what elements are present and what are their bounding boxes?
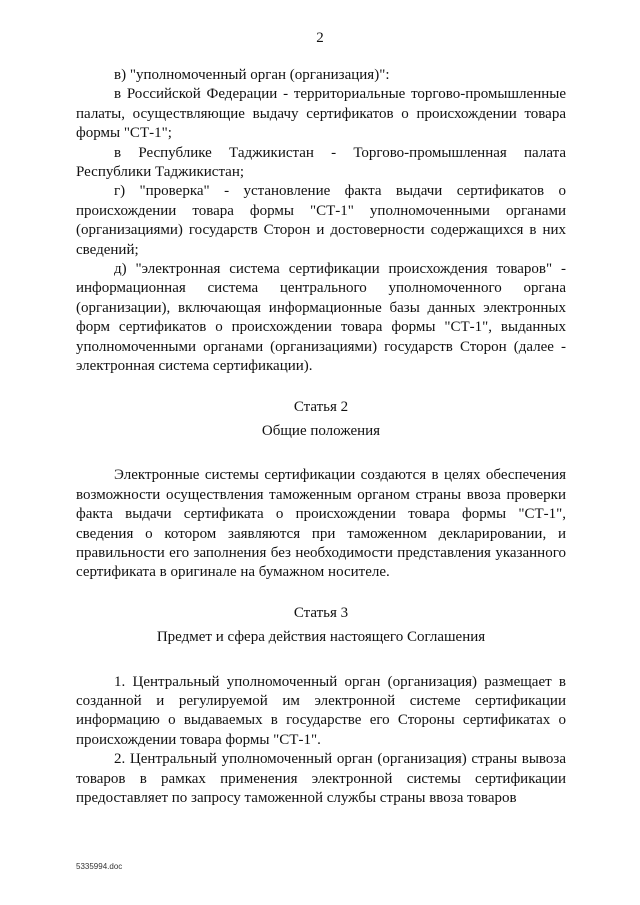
article-2-title: Общие положения — [261, 422, 381, 439]
article-3-paragraph-2: 2. Центральный уполномоченный орган (организация) страны вывоза товаров в рамках применения электронной системы сертификации предоставляет по запросу таможенной службы страны ввоза товаров — [76, 751, 566, 806]
definition-v-russia: в Российской Федерации - территориальные торгово-промышленные палаты, осуществляющие выдачу сертификатов о происхождении товара формы "СТ-1"; — [76, 86, 566, 142]
article-3-number: Статья 3 — [293, 604, 349, 621]
definition-d-electronic-system: д) "электронная система сертификации происхождения товаров" - информационная система центрального уполномоченного органа (организации), включающая информационные базы данных электронных форм сертификатов о происхождении товара формы "СТ-1", выданных уполномоченными органами (организациями) государств Сторон (далее - электронная система сертификации). — [76, 261, 566, 375]
article-3-paragraph-1: 1. Центральный уполномоченный орган (организация) размещает в созданной и регулируемой им электронной системе сертификации информацию о выдаваемых в государстве его Стороны сертификатах о происхождении товара формы "СТ-1". — [76, 673, 566, 748]
page-number: 2 — [316, 30, 324, 46]
definition-g-verification: г) "проверка" - установление факта выдачи сертификатов о происхождении товара формы "СТ-1" уполномоченными органами (организациями) государств Сторон и достоверности содержащихся в них сведений; — [76, 183, 566, 258]
document-body — [76, 66, 566, 808]
article-3-title: Предмет и сфера действия настоящего Соглашения — [156, 629, 486, 646]
article-2-number: Статья 2 — [293, 398, 349, 415]
definition-v-heading: в) "уполномоченный орган (организация)": — [114, 67, 390, 83]
file-name-footer: 5335994.doc — [76, 862, 123, 871]
definition-v-tajikistan: в Республике Таджикистан - Торгово-промышленная палата Республики Таджикистан; — [76, 144, 566, 181]
article-2-text: Электронные системы сертификации создаются в целях обеспечения возможности осуществления таможенным органом страны ввоза проверки факта выдачи сертификата о происхождении товара формы "СТ-1", сведения о котором заявляются при таможенном декларировании, и правильности его заполнения без необходимости представления указанного сертификата в оригинале на бумажном носителе. — [76, 467, 566, 581]
